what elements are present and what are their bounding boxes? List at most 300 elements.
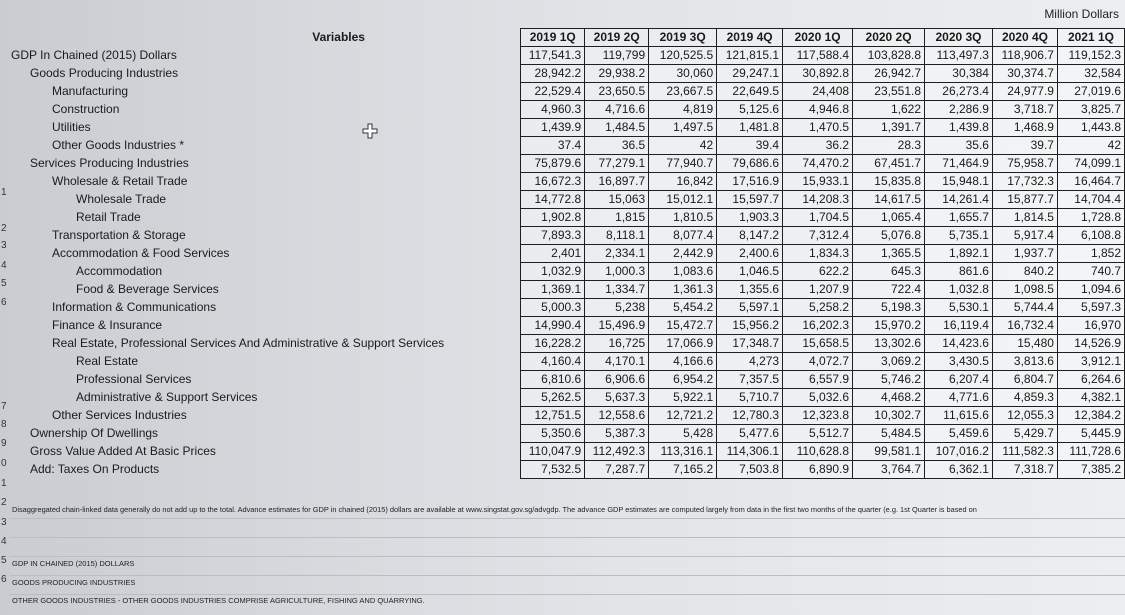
- value-cell[interactable]: 6,557.9: [783, 371, 853, 389]
- value-cell[interactable]: 1,902.8: [521, 209, 585, 227]
- value-cell[interactable]: 16,725: [585, 335, 649, 353]
- value-cell[interactable]: 15,948.1: [925, 173, 993, 191]
- value-cell[interactable]: 1,361.3: [649, 281, 717, 299]
- value-cell[interactable]: 32,584: [1057, 65, 1124, 83]
- value-cell[interactable]: 5,445.9: [1057, 425, 1124, 443]
- value-cell[interactable]: 722.4: [853, 281, 925, 299]
- row-number[interactable]: 1: [1, 478, 7, 489]
- table-row: [10, 119, 1125, 137]
- value-cell[interactable]: 1,892.1: [925, 245, 993, 263]
- value-cell[interactable]: 12,721.2: [649, 407, 717, 425]
- value-cell[interactable]: 4,859.3: [992, 389, 1057, 407]
- value-cell[interactable]: 4,072.7: [783, 353, 853, 371]
- value-cell[interactable]: 1,903.3: [717, 209, 783, 227]
- row-number[interactable]: 8: [1, 419, 7, 430]
- value-cell[interactable]: 7,532.5: [521, 461, 585, 479]
- table-row: [10, 65, 1125, 83]
- value-cell[interactable]: 14,704.4: [1057, 191, 1124, 209]
- value-cell[interactable]: 4,771.6: [925, 389, 993, 407]
- value-cell[interactable]: 5,387.3: [585, 425, 649, 443]
- value-cell[interactable]: 840.2: [992, 263, 1057, 281]
- quarter-header[interactable]: 2021 1Q: [1057, 29, 1124, 47]
- value-cell[interactable]: 5,744.4: [992, 299, 1057, 317]
- value-cell[interactable]: 111,582.3: [992, 443, 1057, 461]
- value-cell[interactable]: 12,780.3: [717, 407, 783, 425]
- value-cell[interactable]: 1,622: [853, 101, 925, 119]
- value-cell[interactable]: 23,551.8: [853, 83, 925, 101]
- value-cell[interactable]: 113,316.1: [649, 443, 717, 461]
- value-cell[interactable]: 16,842: [649, 173, 717, 191]
- value-cell[interactable]: 5,597.1: [717, 299, 783, 317]
- value-cell[interactable]: 15,933.1: [783, 173, 853, 191]
- value-cell[interactable]: 17,516.9: [717, 173, 783, 191]
- value-cell[interactable]: 4,468.2: [853, 389, 925, 407]
- value-cell[interactable]: 12,323.8: [783, 407, 853, 425]
- quarter-header[interactable]: 2020 2Q: [853, 29, 925, 47]
- value-cell[interactable]: 7,287.7: [585, 461, 649, 479]
- value-cell[interactable]: 1,365.5: [853, 245, 925, 263]
- value-cell[interactable]: 67,451.7: [853, 155, 925, 173]
- value-cell[interactable]: 1,046.5: [717, 263, 783, 281]
- value-cell[interactable]: 39.7: [992, 137, 1057, 155]
- value-cell[interactable]: 1,369.1: [521, 281, 585, 299]
- quarter-header[interactable]: 2020 3Q: [925, 29, 993, 47]
- value-cell[interactable]: 30,374.7: [992, 65, 1057, 83]
- variable-label[interactable]: Gross Value Added At Basic Prices: [30, 444, 216, 458]
- value-cell[interactable]: 6,264.6: [1057, 371, 1124, 389]
- value-cell[interactable]: 12,558.6: [585, 407, 649, 425]
- value-cell[interactable]: 5,000.3: [521, 299, 585, 317]
- table-row: [10, 299, 1125, 317]
- value-cell[interactable]: 99,581.1: [853, 443, 925, 461]
- table-row: [10, 173, 1125, 191]
- row-number[interactable]: 9: [1, 438, 7, 449]
- variable-label[interactable]: Real Estate: [76, 354, 139, 368]
- value-cell[interactable]: 14,423.6: [925, 335, 993, 353]
- value-cell[interactable]: 7,893.3: [521, 227, 585, 245]
- row-gridline: [10, 575, 1125, 576]
- value-cell[interactable]: 1,391.7: [853, 119, 925, 137]
- value-cell[interactable]: 75,958.7: [992, 155, 1057, 173]
- value-cell[interactable]: 24,977.9: [992, 83, 1057, 101]
- value-cell[interactable]: 2,334.1: [585, 245, 649, 263]
- variable-label[interactable]: Accommodation: [76, 264, 163, 278]
- value-cell[interactable]: 17,066.9: [649, 335, 717, 353]
- row-number[interactable]: 3: [1, 517, 7, 528]
- value-cell[interactable]: 26,942.7: [853, 65, 925, 83]
- value-cell[interactable]: 15,472.7: [649, 317, 717, 335]
- note-other-goods: OTHER GOODS INDUSTRIES - OTHER GOODS INDUSTRIES COMPRISE AGRICULTURE, FISHING AND QUARRYING.: [12, 596, 425, 605]
- value-cell[interactable]: 5,076.8: [853, 227, 925, 245]
- value-cell[interactable]: 79,686.6: [717, 155, 783, 173]
- unit-label: Million Dollars: [1044, 7, 1119, 21]
- value-cell[interactable]: 5,484.5: [853, 425, 925, 443]
- value-cell[interactable]: 622.2: [783, 263, 853, 281]
- row-number[interactable]: 2: [1, 223, 7, 234]
- value-cell[interactable]: 6,362.1: [925, 461, 993, 479]
- value-cell[interactable]: 110,628.8: [783, 443, 853, 461]
- table-row: [10, 281, 1125, 299]
- value-cell[interactable]: 36.5: [585, 137, 649, 155]
- value-cell[interactable]: 1,937.7: [992, 245, 1057, 263]
- table-row: [10, 389, 1125, 407]
- value-cell[interactable]: 26,273.4: [925, 83, 993, 101]
- value-cell[interactable]: 12,384.2: [1057, 407, 1124, 425]
- value-cell[interactable]: 16,119.4: [925, 317, 993, 335]
- value-cell[interactable]: 35.6: [925, 137, 993, 155]
- value-cell[interactable]: 4,819: [649, 101, 717, 119]
- value-cell[interactable]: 120,525.5: [649, 47, 717, 65]
- value-cell[interactable]: 71,464.9: [925, 155, 993, 173]
- value-cell[interactable]: 3,718.7: [992, 101, 1057, 119]
- value-cell[interactable]: 113,497.3: [925, 47, 993, 65]
- quarter-header[interactable]: 2019 2Q: [585, 29, 649, 47]
- value-cell[interactable]: 1,094.6: [1057, 281, 1124, 299]
- value-cell[interactable]: 7,312.4: [783, 227, 853, 245]
- quarter-header[interactable]: 2019 4Q: [717, 29, 783, 47]
- row-number[interactable]: 5: [1, 278, 7, 289]
- value-cell[interactable]: 3,825.7: [1057, 101, 1124, 119]
- value-cell[interactable]: 645.3: [853, 263, 925, 281]
- value-cell[interactable]: 29,247.1: [717, 65, 783, 83]
- value-cell[interactable]: 111,728.6: [1057, 443, 1124, 461]
- value-cell[interactable]: 5,710.7: [717, 389, 783, 407]
- value-cell[interactable]: 5,597.3: [1057, 299, 1124, 317]
- value-cell[interactable]: 7,385.2: [1057, 461, 1124, 479]
- value-cell[interactable]: 14,261.4: [925, 191, 993, 209]
- value-cell[interactable]: 2,401: [521, 245, 585, 263]
- value-cell[interactable]: 119,799: [585, 47, 649, 65]
- variable-label[interactable]: GDP In Chained (2015) Dollars: [11, 48, 177, 62]
- value-cell[interactable]: 1,814.5: [992, 209, 1057, 227]
- table-row: [10, 443, 1125, 461]
- value-cell[interactable]: 23,667.5: [649, 83, 717, 101]
- value-cell[interactable]: 5,477.6: [717, 425, 783, 443]
- value-cell[interactable]: 3,430.5: [925, 353, 993, 371]
- value-cell[interactable]: 5,238: [585, 299, 649, 317]
- value-cell[interactable]: 16,202.3: [783, 317, 853, 335]
- table-row: [10, 101, 1125, 119]
- value-cell[interactable]: 23,650.5: [585, 83, 649, 101]
- value-cell[interactable]: 75,879.6: [521, 155, 585, 173]
- value-cell[interactable]: 28.3: [853, 137, 925, 155]
- value-cell[interactable]: 17,732.3: [992, 173, 1057, 191]
- value-cell[interactable]: 14,617.5: [853, 191, 925, 209]
- row-number[interactable]: 3: [1, 240, 7, 251]
- row-gridline: [10, 556, 1125, 557]
- variable-label[interactable]: Information & Communications: [52, 300, 217, 314]
- value-cell[interactable]: 4,946.8: [783, 101, 853, 119]
- table-row: [10, 137, 1125, 155]
- value-cell[interactable]: 77,940.7: [649, 155, 717, 173]
- value-cell[interactable]: 30,060: [649, 65, 717, 83]
- value-cell[interactable]: 13,302.6: [853, 335, 925, 353]
- quarter-header[interactable]: 2019 1Q: [521, 29, 585, 47]
- row-number[interactable]: 2: [1, 497, 7, 508]
- value-cell[interactable]: 3,069.2: [853, 353, 925, 371]
- value-cell[interactable]: 28,942.2: [521, 65, 585, 83]
- variable-label[interactable]: Construction: [52, 102, 120, 116]
- value-cell[interactable]: 11,615.6: [925, 407, 993, 425]
- value-cell[interactable]: 77,279.1: [585, 155, 649, 173]
- value-cell[interactable]: 6,207.4: [925, 371, 993, 389]
- variable-label[interactable]: Accommodation & Food Services: [52, 246, 230, 260]
- value-cell[interactable]: 1,484.5: [585, 119, 649, 137]
- value-cell[interactable]: 27,019.6: [1057, 83, 1124, 101]
- value-cell[interactable]: 16,228.2: [521, 335, 585, 353]
- quarter-header[interactable]: 2020 1Q: [783, 29, 853, 47]
- value-cell[interactable]: 118,906.7: [992, 47, 1057, 65]
- value-cell[interactable]: 1,334.7: [585, 281, 649, 299]
- variable-label[interactable]: Wholesale Trade: [76, 192, 167, 206]
- table-row: [10, 371, 1125, 389]
- value-cell[interactable]: 6,810.6: [521, 371, 585, 389]
- value-cell[interactable]: 16,970: [1057, 317, 1124, 335]
- value-cell[interactable]: 5,198.3: [853, 299, 925, 317]
- value-cell[interactable]: 37.4: [521, 137, 585, 155]
- table-row: [10, 209, 1125, 227]
- value-cell[interactable]: 6,954.2: [649, 371, 717, 389]
- value-cell[interactable]: 119,152.3: [1057, 47, 1124, 65]
- variable-label[interactable]: Wholesale & Retail Trade: [52, 174, 188, 188]
- value-cell[interactable]: 1,815: [585, 209, 649, 227]
- value-cell[interactable]: 1,481.8: [717, 119, 783, 137]
- value-cell[interactable]: 16,672.3: [521, 173, 585, 191]
- value-cell[interactable]: 1,207.9: [783, 281, 853, 299]
- value-cell[interactable]: 4,716.6: [585, 101, 649, 119]
- value-cell[interactable]: 114,306.1: [717, 443, 783, 461]
- row-gridline: [10, 594, 1125, 595]
- row-number[interactable]: 0: [1, 458, 7, 469]
- value-cell[interactable]: 2,442.9: [649, 245, 717, 263]
- value-cell[interactable]: 10,302.7: [853, 407, 925, 425]
- value-cell[interactable]: 4,960.3: [521, 101, 585, 119]
- value-cell[interactable]: 15,835.8: [853, 173, 925, 191]
- value-cell[interactable]: 12,751.5: [521, 407, 585, 425]
- row-number[interactable]: 6: [1, 297, 7, 308]
- value-cell[interactable]: 1,728.8: [1057, 209, 1124, 227]
- value-cell[interactable]: 1,439.8: [925, 119, 993, 137]
- variable-label[interactable]: Services Producing Industries: [30, 156, 189, 170]
- footnote-text: Disaggregated chain-linked data generally do not add up to the total. Advance estimates for GDP in chained (2015) dollars are available at www.singstat.gov.sg/advgdp. The advance GDP estimates are computed largely from data in the first two months of the quarter (e.g. 1st Quarter is based on: [12, 505, 977, 514]
- value-cell[interactable]: 1,443.8: [1057, 119, 1124, 137]
- value-cell[interactable]: 1,083.6: [649, 263, 717, 281]
- value-cell[interactable]: 7,357.5: [717, 371, 783, 389]
- value-cell[interactable]: 1,497.5: [649, 119, 717, 137]
- value-cell[interactable]: 5,428: [649, 425, 717, 443]
- row-gridline: [10, 518, 1125, 519]
- table-row: [10, 245, 1125, 263]
- value-cell[interactable]: 117,541.3: [521, 47, 585, 65]
- value-cell[interactable]: 5,917.4: [992, 227, 1057, 245]
- value-cell[interactable]: 2,400.6: [717, 245, 783, 263]
- value-cell[interactable]: 6,108.8: [1057, 227, 1124, 245]
- variable-label[interactable]: Real Estate, Professional Services And Administrative & Support Services: [52, 336, 445, 350]
- value-cell[interactable]: 22,529.4: [521, 83, 585, 101]
- table-row: [10, 191, 1125, 209]
- value-cell[interactable]: 5,922.1: [649, 389, 717, 407]
- row-number[interactable]: 4: [1, 260, 7, 271]
- value-cell[interactable]: 5,258.2: [783, 299, 853, 317]
- value-cell[interactable]: 42: [649, 137, 717, 155]
- value-cell[interactable]: 14,526.9: [1057, 335, 1124, 353]
- value-cell[interactable]: 5,637.3: [585, 389, 649, 407]
- variable-label[interactable]: Ownership Of Dwellings: [30, 426, 159, 440]
- value-cell[interactable]: 16,732.4: [992, 317, 1057, 335]
- variable-label[interactable]: Goods Producing Industries: [30, 66, 179, 80]
- value-cell[interactable]: 103,828.8: [853, 47, 925, 65]
- table-row: [10, 155, 1125, 173]
- row-number[interactable]: 5: [1, 555, 7, 566]
- variable-label[interactable]: Transportation & Storage: [52, 228, 186, 242]
- value-cell[interactable]: 16,464.7: [1057, 173, 1124, 191]
- value-cell[interactable]: 5,530.1: [925, 299, 993, 317]
- value-cell[interactable]: 15,658.5: [783, 335, 853, 353]
- value-cell[interactable]: 1,000.3: [585, 263, 649, 281]
- table-row: [10, 317, 1125, 335]
- value-cell[interactable]: 6,890.9: [783, 461, 853, 479]
- row-number[interactable]: 6: [1, 574, 7, 585]
- variable-label[interactable]: Food & Beverage Services: [76, 282, 219, 296]
- value-cell[interactable]: 15,597.7: [717, 191, 783, 209]
- value-cell[interactable]: 39.4: [717, 137, 783, 155]
- value-cell[interactable]: 17,348.7: [717, 335, 783, 353]
- value-cell[interactable]: 1,468.9: [992, 119, 1057, 137]
- variable-label[interactable]: Manufacturing: [52, 84, 129, 98]
- value-cell[interactable]: 4,382.1: [1057, 389, 1124, 407]
- value-cell[interactable]: 5,032.6: [783, 389, 853, 407]
- value-cell[interactable]: 5,735.1: [925, 227, 993, 245]
- value-cell[interactable]: 5,454.2: [649, 299, 717, 317]
- value-cell[interactable]: 1,810.5: [649, 209, 717, 227]
- value-cell[interactable]: 8,118.1: [585, 227, 649, 245]
- variable-label[interactable]: Professional Services: [76, 372, 192, 386]
- variable-label[interactable]: Administrative & Support Services: [76, 390, 258, 404]
- value-cell[interactable]: 15,877.7: [992, 191, 1057, 209]
- header-row: [10, 29, 1125, 47]
- value-cell[interactable]: 74,470.2: [783, 155, 853, 173]
- quarter-header[interactable]: 2019 3Q: [649, 29, 717, 47]
- value-cell[interactable]: 5,746.2: [853, 371, 925, 389]
- value-cell[interactable]: 6,906.6: [585, 371, 649, 389]
- value-cell[interactable]: 1,470.5: [783, 119, 853, 137]
- value-cell[interactable]: 8,077.4: [649, 227, 717, 245]
- value-cell[interactable]: 861.6: [925, 263, 993, 281]
- table-row: [10, 47, 1125, 65]
- value-cell[interactable]: 3,912.1: [1057, 353, 1124, 371]
- row-number[interactable]: 7: [1, 401, 7, 412]
- value-cell[interactable]: 1,065.4: [853, 209, 925, 227]
- table-row: [10, 407, 1125, 425]
- value-cell[interactable]: 110,047.9: [521, 443, 585, 461]
- value-cell[interactable]: 1,655.7: [925, 209, 993, 227]
- value-cell[interactable]: 6,804.7: [992, 371, 1057, 389]
- quarter-header[interactable]: 2020 4Q: [992, 29, 1057, 47]
- value-cell[interactable]: 1,355.6: [717, 281, 783, 299]
- value-cell[interactable]: 5,350.6: [521, 425, 585, 443]
- value-cell[interactable]: 15,480: [992, 335, 1057, 353]
- value-cell[interactable]: 24,408: [783, 83, 853, 101]
- value-cell[interactable]: 15,063: [585, 191, 649, 209]
- row-number[interactable]: 4: [1, 536, 7, 547]
- value-cell[interactable]: 1,032.8: [925, 281, 993, 299]
- value-cell[interactable]: 36.2: [783, 137, 853, 155]
- value-cell[interactable]: 1,098.5: [992, 281, 1057, 299]
- variable-label[interactable]: Other Goods Industries *: [52, 138, 185, 152]
- value-cell[interactable]: 112,492.3: [585, 443, 649, 461]
- value-cell[interactable]: 42: [1057, 137, 1124, 155]
- note-goods-producing: GOODS PRODUCING INDUSTRIES: [12, 578, 136, 587]
- variable-label[interactable]: Add: Taxes On Products: [30, 462, 160, 476]
- value-cell[interactable]: 30,892.8: [783, 65, 853, 83]
- value-cell[interactable]: 8,147.2: [717, 227, 783, 245]
- value-cell[interactable]: 15,012.1: [649, 191, 717, 209]
- value-cell[interactable]: 15,956.2: [717, 317, 783, 335]
- value-cell[interactable]: 1,704.5: [783, 209, 853, 227]
- crosshair-cursor-icon: [362, 123, 378, 139]
- value-cell[interactable]: 1,439.9: [521, 119, 585, 137]
- variable-label[interactable]: Finance & Insurance: [52, 318, 163, 332]
- value-cell[interactable]: 5,512.7: [783, 425, 853, 443]
- variables-header[interactable]: Variables: [312, 30, 365, 44]
- value-cell[interactable]: 5,262.5: [521, 389, 585, 407]
- table-row: [10, 353, 1125, 371]
- value-cell[interactable]: 7,503.8: [717, 461, 783, 479]
- variable-label[interactable]: Retail Trade: [76, 210, 141, 224]
- value-cell[interactable]: 740.7: [1057, 263, 1124, 281]
- value-cell[interactable]: 30,384: [925, 65, 993, 83]
- value-cell[interactable]: 29,938.2: [585, 65, 649, 83]
- value-cell[interactable]: 117,588.4: [783, 47, 853, 65]
- variable-label[interactable]: Utilities: [52, 120, 91, 134]
- value-cell[interactable]: 1,852: [1057, 245, 1124, 263]
- value-cell[interactable]: 5,459.6: [925, 425, 993, 443]
- value-cell[interactable]: 7,318.7: [992, 461, 1057, 479]
- row-number[interactable]: 1: [1, 187, 7, 198]
- value-cell[interactable]: 7,165.2: [649, 461, 717, 479]
- value-cell[interactable]: 2,286.9: [925, 101, 993, 119]
- note-gdp-chained: GDP IN CHAINED (2015) DOLLARS: [12, 559, 135, 568]
- gdp-data-table[interactable]: [10, 28, 1125, 479]
- value-cell[interactable]: 121,815.1: [717, 47, 783, 65]
- value-cell[interactable]: 1,834.3: [783, 245, 853, 263]
- value-cell[interactable]: 15,496.9: [585, 317, 649, 335]
- value-cell[interactable]: 107,016.2: [925, 443, 993, 461]
- value-cell[interactable]: 4,166.6: [649, 353, 717, 371]
- value-cell[interactable]: 16,897.7: [585, 173, 649, 191]
- table-row: [10, 425, 1125, 443]
- row-gridline: [10, 537, 1125, 538]
- value-cell[interactable]: 74,099.1: [1057, 155, 1124, 173]
- value-cell[interactable]: 3,764.7: [853, 461, 925, 479]
- table-row: [10, 263, 1125, 281]
- table-row: [10, 227, 1125, 245]
- variable-label[interactable]: Other Services Industries: [52, 408, 187, 422]
- value-cell[interactable]: 1,032.9: [521, 263, 585, 281]
- value-cell[interactable]: 5,125.6: [717, 101, 783, 119]
- value-cell[interactable]: 14,772.8: [521, 191, 585, 209]
- value-cell[interactable]: 15,970.2: [853, 317, 925, 335]
- value-cell[interactable]: 22,649.5: [717, 83, 783, 101]
- value-cell[interactable]: 4,273: [717, 353, 783, 371]
- value-cell[interactable]: 4,170.1: [585, 353, 649, 371]
- value-cell[interactable]: 14,990.4: [521, 317, 585, 335]
- value-cell[interactable]: 5,429.7: [992, 425, 1057, 443]
- value-cell[interactable]: 12,055.3: [992, 407, 1057, 425]
- value-cell[interactable]: 14,208.3: [783, 191, 853, 209]
- value-cell[interactable]: 3,813.6: [992, 353, 1057, 371]
- value-cell[interactable]: 4,160.4: [521, 353, 585, 371]
